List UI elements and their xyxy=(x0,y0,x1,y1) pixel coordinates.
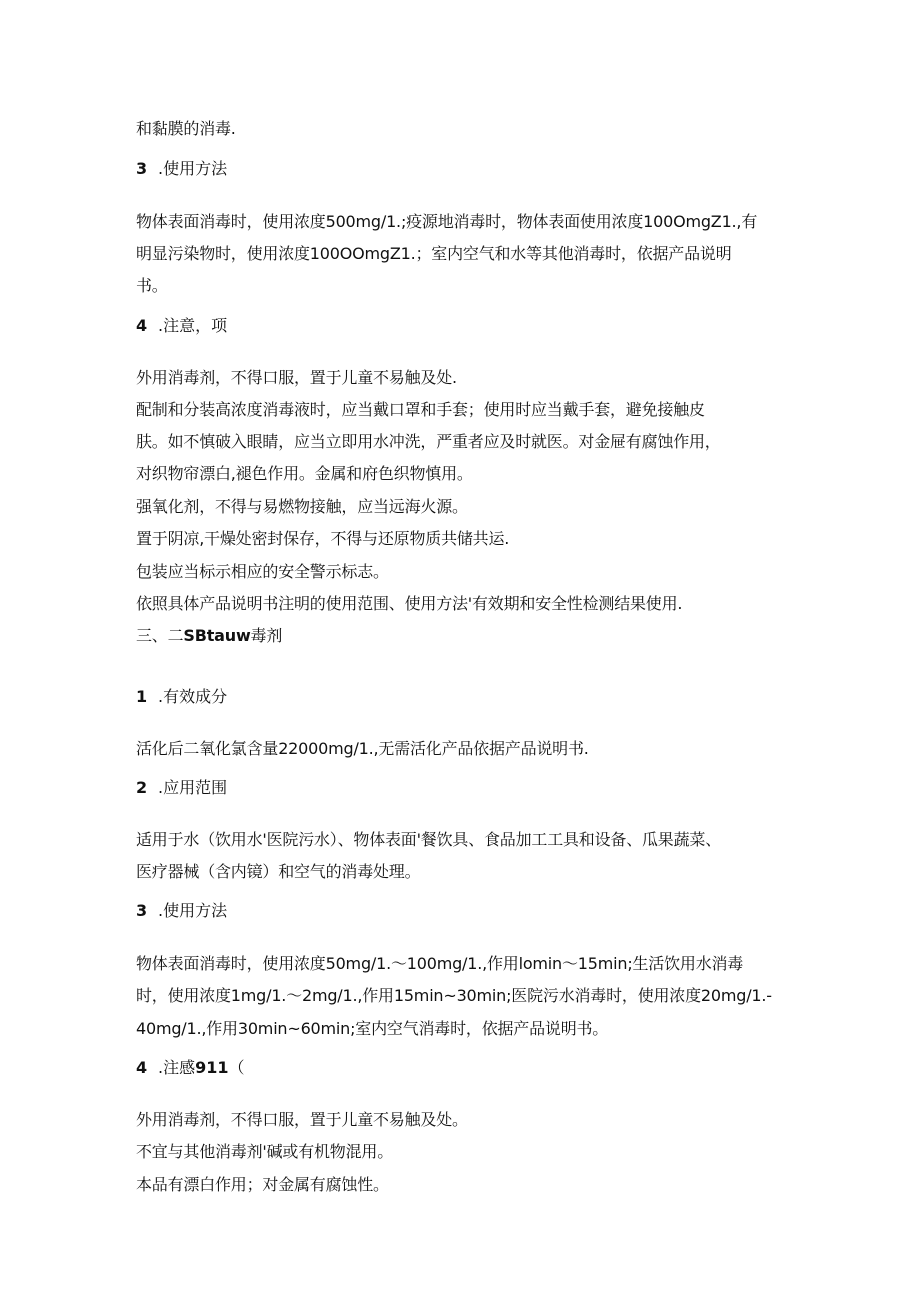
heading-title: .应用范围 xyxy=(158,778,228,797)
paragraph-line: 40mg∕1.,作用30min~60min;室内空气消毒时，依据产品说明书。 xyxy=(136,1019,609,1038)
section-title-bold: SBtauw xyxy=(183,626,251,645)
heading-title-bold: 911 xyxy=(195,1058,229,1077)
paragraph-line: 适用于水（饮用水'医院污水）、物体表面'餐饮具、食品加工工具和设备、瓜果蔬菜、 xyxy=(136,830,721,849)
section-heading-scope xyxy=(136,777,227,799)
paragraph-line: 外用消毒剂，不得口服，置于儿童不易触及处。 xyxy=(136,1110,468,1129)
section-title-suffix: 毒剂 xyxy=(250,626,283,645)
heading-number: 1 xyxy=(136,687,148,706)
paragraph-line: 不宜与其他消毒剂'碱或有机物混用。 xyxy=(136,1142,393,1161)
paragraph-line: 外用消毒剂，不得口服，置于儿童不易触及处. xyxy=(136,368,457,387)
heading-title: .使用方法 xyxy=(158,159,228,178)
paragraph-line: 时，使用浓度1mg∕1.〜2mg∕1.,作用15min~30min;医院污水消毒时，使用浓度20mg∕1.- xyxy=(136,986,772,1005)
heading-number: 4 xyxy=(136,1058,148,1077)
paragraph-line: 包装应当标示相应的安全警示标志。 xyxy=(136,562,389,581)
paragraph-line: 对织物帘漂白,褪色作用。金属和府色织物慎用。 xyxy=(136,464,473,483)
heading-number: 3 xyxy=(136,901,148,920)
heading-title: .有效成分 xyxy=(158,687,228,706)
heading-number: 2 xyxy=(136,778,148,797)
paragraph-line: 书。 xyxy=(136,276,168,295)
heading-title-plain: .注感 xyxy=(158,1058,196,1077)
paragraph-line: 强氧化剂，不得与易燃物接触，应当远海火源。 xyxy=(136,497,468,516)
heading-title xyxy=(158,1057,245,1079)
section-title-chlorine-dioxide xyxy=(136,625,282,647)
paragraph-line: 配制和分装高浓度消毒液时，应当戴口罩和手套；使用时应当戴手套，避免接触皮 xyxy=(136,400,705,419)
section-heading-notes-2 xyxy=(136,1057,245,1079)
section-heading-usage-2 xyxy=(136,900,227,922)
heading-number: 3 xyxy=(136,159,148,178)
paragraph-line: 本品有漂白作用；对金属有腐蚀性。 xyxy=(136,1175,389,1194)
paragraph-line: 明显污染物时，使用浓度100OOmgZ1.；室内空气和水等其他消毒时，依据产品说明 xyxy=(136,244,732,263)
paragraph-line: 物体表面消毒时，使用浓度500mg∕1.;疫源地消毒时，物体表面使用浓度100OmgZ1.,有 xyxy=(136,212,758,231)
section-heading-usage-1 xyxy=(136,158,227,180)
section-title-prefix: 三、二 xyxy=(136,626,184,645)
paragraph-line: 置于阴凉,干燥处密封保存，不得与还原物质共储共运. xyxy=(136,529,510,548)
paragraph-line: 物体表面消毒时，使用浓度50mg∕1.〜100mg/1.,作用lomin〜15min;生活饮用水消毒 xyxy=(136,954,744,973)
heading-number: 4 xyxy=(136,316,148,335)
paragraph-line: 肤。如不慎破入眼睛，应当立即用水冲洗，严重者应及时就医。对金屉有腐蚀作用， xyxy=(136,432,721,451)
heading-title-tail: （ xyxy=(228,1058,245,1077)
heading-title: .使用方法 xyxy=(158,901,228,920)
paragraph-line: 医疗器械（含内镜）和空气的消毒处理。 xyxy=(136,862,421,881)
section-heading-ingredient xyxy=(136,686,227,708)
section-heading-notes-1 xyxy=(136,315,227,337)
paragraph-line: 依照具体产品说明书注明的使用范围、使用方法'有效期和安全性检测结果使用. xyxy=(136,594,683,613)
paragraph-line: 和黏膜的消毒. xyxy=(136,119,236,138)
paragraph-line: 活化后二氧化氯含量22000mg∕1.,无需活化产品依据产品说明书. xyxy=(136,739,589,758)
heading-title: .注意，项 xyxy=(158,316,228,335)
